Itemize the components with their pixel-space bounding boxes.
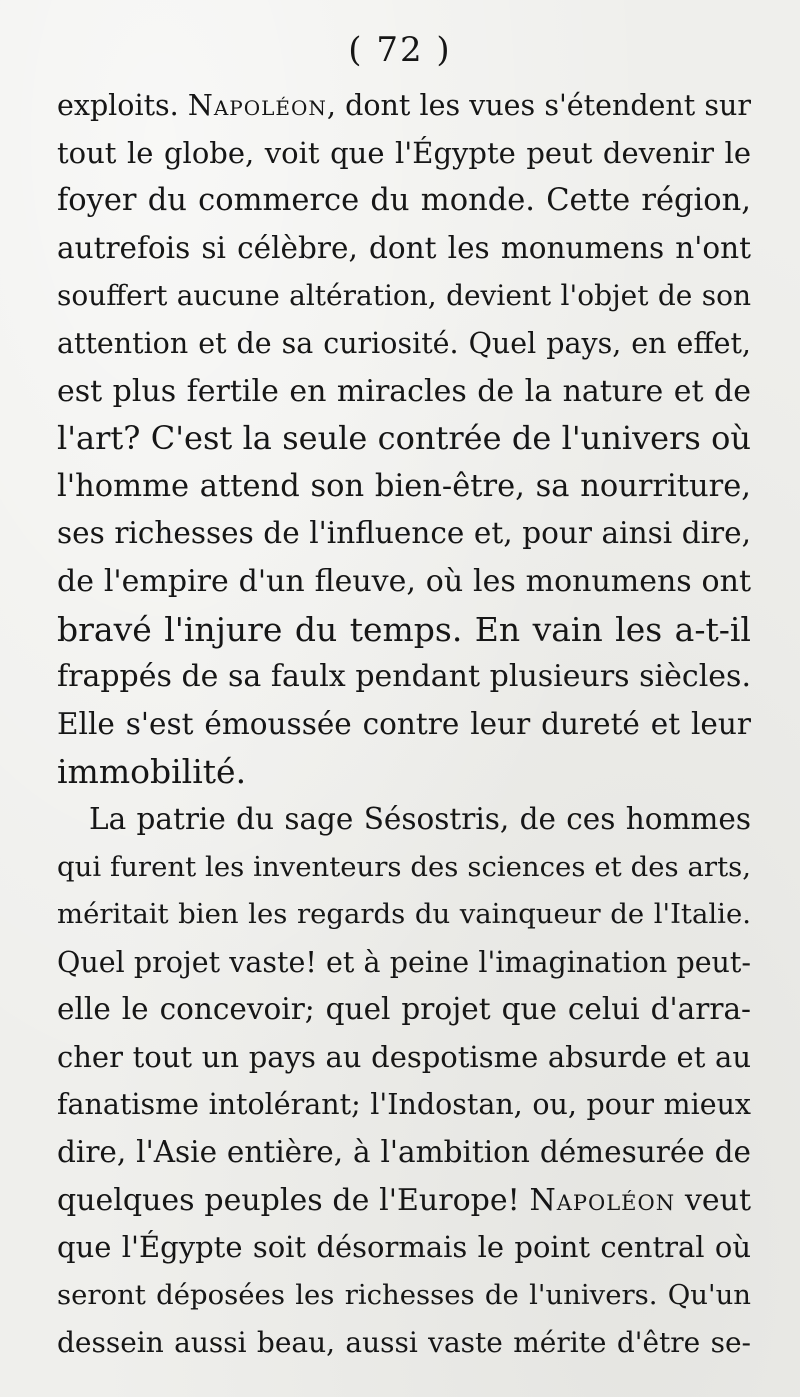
text-line: l'homme attend son bien-être, sa nourriture,	[57, 468, 751, 504]
text-line: l'art? C'est la seule contrée de l'univers où	[57, 419, 751, 458]
name-small-caps: Napoléon	[187, 89, 327, 122]
text-line: autrefois si célèbre, dont les monumens n'ont	[57, 230, 751, 265]
text-line: que l'Égypte soit désormais le point central où	[57, 1230, 751, 1265]
name-small-caps: Napoléon	[529, 1182, 676, 1218]
text-line: La patrie du sage Sésostris, de ces hommes	[89, 801, 751, 836]
text-line: tout le globe, voit que l'Égypte peut devenir le	[57, 135, 751, 170]
text-line: est plus fertile en miracles de la nature et de	[57, 373, 751, 409]
text-line: bravé l'injure du temps. En vain les a-t-il	[57, 609, 751, 649]
paragraph-1	[57, 82, 751, 796]
text-line: Elle s'est émoussée contre leur dureté et leur	[57, 706, 751, 741]
text-line: seront déposées les richesses de l'univers. Qu'un	[57, 1278, 751, 1311]
text-line: de l'empire d'un fleuve, où les monumens ont	[57, 563, 751, 599]
text-line: ses richesses de l'influence et, pour ainsi dire,	[57, 516, 751, 551]
paragraph-2	[57, 796, 751, 1367]
text-line: foyer du commerce du monde. Cette région,	[57, 183, 751, 219]
text-line: attention et de sa curiosité. Quel pays, en effet,	[57, 326, 751, 360]
text-line: fanatisme intolérant; l'Indostan, ou, pour mieux	[57, 1088, 751, 1122]
text-line: immobilité.	[57, 752, 247, 792]
text-line: quelques peuples de l'Europe! Napoléon veut	[57, 1182, 751, 1218]
text-line: dessein aussi beau, aussi vaste mérite d'être se-	[57, 1326, 751, 1360]
body-text	[57, 82, 751, 1367]
text-line: cher tout un pays au despotisme absurde et au	[57, 1039, 751, 1074]
text-line: Quel projet vaste! et à peine l'imagination peut-	[57, 945, 751, 979]
text-line: elle le concevoir; quel projet que celui d'arra-	[57, 992, 751, 1027]
page-number: ( 72 )	[348, 30, 452, 70]
text-line: frappés de sa faulx pendant plusieurs siècles.	[57, 659, 751, 695]
text-line: dire, l'Asie entière, à l'ambition démesurée de	[57, 1135, 751, 1170]
text-line: qui furent les inventeurs des sciences et des arts,	[57, 850, 751, 883]
text-line: exploits. Napoléon, dont les vues s'étendent sur	[57, 89, 751, 122]
text-line: méritait bien les regards du vainqueur de l'Italie.	[57, 898, 751, 931]
text-line: souffert aucune altération, devient l'objet de son	[57, 279, 751, 313]
